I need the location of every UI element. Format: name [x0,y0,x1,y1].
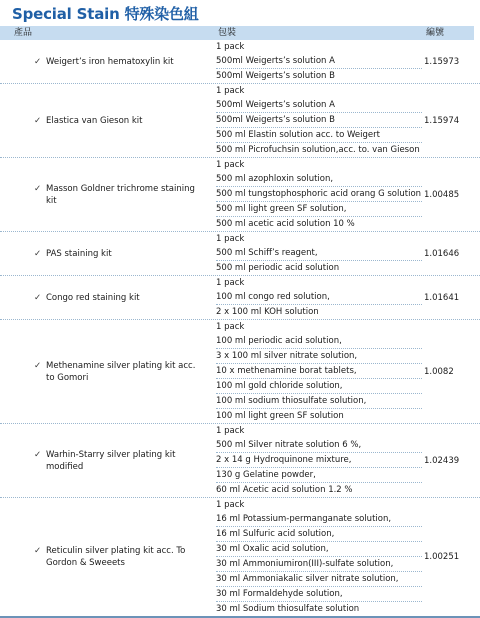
package-line: 1 pack [216,278,245,288]
package-line: 1 pack [216,426,245,436]
header-package: 包裝 [218,28,237,38]
product-table [0,40,480,618]
table-row [0,498,480,618]
product-cell [0,276,206,319]
package-line: 500 ml acetic acid solution 10 % [216,219,355,229]
product-code: 1.15973 [424,56,460,67]
package-line: 60 ml Acetic acid solution 1.2 % [216,485,353,495]
package-line: 16 ml Potassium-permanganate solution, [216,512,422,527]
package-line: 16 ml Sulfuric acid solution, [216,527,422,542]
product-name: Congo red staining kit [46,292,140,303]
package-line: 500 ml Elastin solution acc. to Weigert [216,128,422,143]
checkmark-icon: ✓ [34,115,42,126]
package-line: 30 ml Oxalic acid solution, [216,542,422,557]
table-row [0,276,480,320]
product-name: PAS staining kit [46,248,112,259]
checkmark-icon: ✓ [34,360,42,371]
package-line: 30 ml Formaldehyde solution, [216,587,422,602]
checkmark-icon: ✓ [34,183,42,194]
package-line: 2 x 100 ml KOH solution [216,307,319,317]
checkmark-icon: ✓ [34,248,42,259]
package-cell [216,40,422,83]
product-code: 1.01641 [424,292,460,303]
package-line: 1 pack [216,160,245,170]
product-code: 1.15974 [424,115,460,126]
package-line: 100 ml congo red solution, [216,290,422,305]
package-line: 500 ml azophloxin solution, [216,172,422,187]
header-code: 編號 [426,28,445,38]
checkmark-icon: ✓ [34,292,42,303]
product-code: 1.00251 [424,552,460,562]
product-cell [0,158,206,231]
table-row [0,158,480,232]
product-name: Methenamine silver plating kit acc. to Gomori [46,360,196,383]
package-line: 2 x 14 g Hydroquinone mixture, [216,453,422,468]
package-line: 30 ml Sodium thiosulfate solution [216,604,360,614]
package-line: 500ml Weigerts’s solution B [216,71,335,81]
package-line: 500 ml periodic acid solution [216,263,340,273]
package-cell [216,158,422,231]
product-name: Masson Goldner trichrome staining kit [46,183,195,206]
table-row [0,424,480,498]
package-line: 500 ml Schiff’s reagent, [216,246,422,261]
product-name: Reticulin silver plating kit acc. To Gordon & Sweeets [46,546,186,568]
package-cell [216,84,422,157]
checkmark-icon: ✓ [34,449,42,460]
checkmark-icon: ✓ [34,546,42,556]
product-code: 1.0082 [424,366,454,377]
product-cell [0,424,206,497]
product-cell [0,498,206,616]
package-line: 30 ml Ammoniumiron(III)-sulfate solution, [216,557,422,572]
product-name: Warhin-Starry silver plating kit modified [46,449,176,472]
package-line: 1 pack [216,86,245,96]
package-cell [216,320,422,423]
table-row [0,84,480,158]
package-line: 500 ml tungstophosphoric acid orang G solution [216,187,422,202]
package-line: 100 ml light green SF solution [216,411,344,421]
package-line: 100 ml sodium thiosulfate solution, [216,394,422,409]
table-row [0,40,480,84]
header-product: 產品 [14,28,33,38]
package-line: 500 ml Picrofuchsin solution,acc. to. van Gieson [216,145,420,155]
checkmark-icon: ✓ [34,56,42,67]
product-code: 1.00485 [424,189,460,200]
product-name: Elastica van Gieson kit [46,115,143,126]
product-cell [0,40,206,83]
table-row [0,232,480,276]
package-line: 1 pack [216,234,245,244]
package-line: 100 ml gold chloride solution, [216,379,422,394]
table-header [0,26,474,40]
package-line: 10 x methenamine borat tablets, [216,364,422,379]
package-cell [216,498,422,616]
package-cell [216,424,422,497]
product-name: Weigert’s iron hematoxylin kit [46,56,174,67]
product-code: 1.01646 [424,248,460,259]
package-line: 500ml Weigerts’s solution B [216,113,422,128]
product-code: 1.02439 [424,455,460,466]
package-line: 500ml Weigerts’s solution A [216,54,422,69]
package-line: 100 ml periodic acid solution, [216,334,422,349]
table-row [0,320,480,424]
package-line: 500ml Weigerts’s solution A [216,98,422,113]
package-cell [216,276,422,319]
package-line: 130 g Gelatine powder, [216,468,422,483]
product-cell [0,320,206,423]
package-line: 1 pack [216,322,245,332]
package-line: 500 ml light green SF solution, [216,202,422,217]
package-line: 500 ml Silver nitrate solution 6 %, [216,438,422,453]
page-title: Special Stain 特殊染色組 [12,5,199,23]
package-cell [216,232,422,275]
package-line: 30 ml Ammoniakalic silver nitrate solution, [216,572,422,587]
package-line: 1 pack [216,500,245,510]
product-cell [0,84,206,157]
product-cell [0,232,206,275]
package-line: 3 x 100 ml silver nitrate solution, [216,349,422,364]
package-line: 1 pack [216,42,245,52]
